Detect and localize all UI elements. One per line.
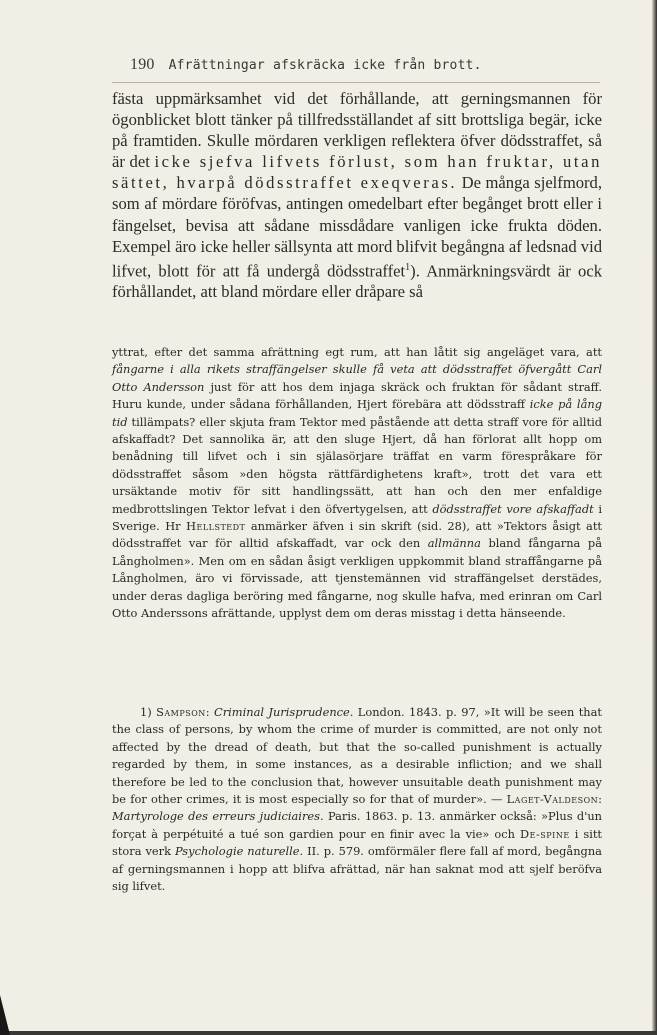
author-name: Hellstedt [186, 519, 246, 534]
body-sentence: ). Anmärkningsvärdt är ock förhållandet, att bland mördare eller dråpare så [112, 261, 602, 302]
footnote-text: anmärker äfven i sin skrift (sid. 28), att »Tektors åsigt att dödsstraffet var för alltid afskaffadt, var ock den [112, 519, 602, 551]
page-number: 190 [130, 56, 155, 73]
footnote-text: i Sverige. Hr [112, 501, 602, 534]
footnote-text: tillämpats? eller skjuta fram Tektor med påstående att detta straff vore för alltid afskaffadt? Det sannolika är, att den sluge Hjert, då han förlorat allt hopp om benådning till lifvet och i sin själasörjare träffat en varm förespråkare för dödsstraffet såsom »den högsta rättfärdighetens kraft», trott det vara ett ursäktande motiv för sitt handlingssätt, att han och den mer enfaldige medbrottslingen Tektor lefvat i den öfvertygelsen, att [112, 414, 602, 516]
footnote-text: : [205, 705, 214, 719]
page-bottom-edge [0, 1031, 657, 1035]
footnote-italic: icke på lång tid [112, 397, 602, 429]
footnote-italic: dödsstraffet vore afskaffadt [432, 501, 594, 516]
footnote-italic: allmänna [427, 536, 481, 551]
body-sentence: De många sjelfmord, som af mördare föröfvas, antingen omedelbart efter begånget brott eller i fängelset, bevisa att sådane missdådare vanligen icke frukta döden. Exempel äro icke heller sällsynta att mord blifvit begångna af ledsnad vid lifvet, blott för att få undergå dödsstraffet [112, 173, 602, 281]
footnote-ref: 1 [405, 261, 411, 273]
author-name: De-spine [519, 826, 570, 841]
footnote-text: just för att hos dem injaga skräck och fruktan för sådant straff. Huru kunde, under sådana förhållanden, Hjert förebära att dödsstraff [112, 379, 602, 412]
corner-scan-mark [0, 995, 10, 1035]
book-title: Martyrologe des erreurs judiciaires. [112, 809, 324, 824]
footnote-text: : [598, 792, 602, 807]
footnote-continuation [112, 344, 602, 623]
footnote-text: yttrat, efter det samma afrättning egt rum, att han låtit sig angeläget vara, att [112, 345, 602, 359]
footnote-text: London. 1843. p. 97, »It will be seen that the class of persons, by whom the crime of murder is committed, are not only not affected by the dread of death, but that the so-called punishment is actually regarded by them, in some instances, as a desirable infliction; and we shall therefore be led to the conclusion that, however unsuitable death punishment may be for other crimes, it is most especially so for that of murder». — [112, 705, 602, 807]
running-title: Afrättningar afskräcka icke från brott. [168, 58, 482, 73]
footnote-text: Paris. 1863. p. 13. anmärker också: »Plus d'un forçat à perpétuité a tué son gardien pour en finir avec la vie» och [112, 809, 602, 841]
footnote-1 [112, 704, 602, 895]
running-header [130, 56, 520, 74]
main-text [112, 88, 602, 302]
footnote-text: bland fångarna på Långholmen». Men om en sådan åsigt verkligen uppkommit bland straffångarne på Långholmen, äro vi förvissade, att tjenstemännen vid straffängelset derstädes, under deras dagliga beröring med fångarne, nog skulle hafva, med erinran om Carl Otto Anderssons afrättande, upplyst dem om deras misstag i detta hänseende. [112, 536, 602, 621]
body-sentence: fästa uppmärksamhet vid det förhållande, att gerningsmannen för ögonblicket blott tänker på tillfredsställandet af sitt brottsliga begär, icke på framtiden. Skulle mördaren verkligen reflektera öfver dödsstraffet, så är det [112, 89, 602, 172]
book-title: Criminal Jurisprudence. [214, 705, 354, 719]
emphasized-phrase: icke sjefva lifvets förlust, som han fruktar, utan sättet, hvarpå dödsstraffet exeqveras. [112, 152, 602, 193]
header-rule [112, 82, 600, 83]
book-title: Psychologie naturelle. [174, 844, 304, 859]
footnote-paragraph [112, 344, 602, 623]
footnote-italic: fångarne i alla rikets straffängelser skulle få veta att dödsstraffet öfvergått Carl Otto Andersson [112, 362, 602, 394]
author-name: Sampson [156, 705, 206, 719]
footnote-text: II. p. 579. omförmäler flere fall af mord, begångna af gerningsmannen i hopp att blifva afrättad, när han saknat mod att sjelf beröfva sig lifvet. [112, 844, 602, 894]
footnote-paragraph [112, 704, 602, 895]
footnote-label: 1) [140, 705, 157, 719]
author-name: Laget-Valdeson [506, 792, 599, 807]
body-paragraph [112, 88, 602, 302]
footnote-text: i sitt stora verk [112, 826, 603, 859]
page-edge-shadow [652, 0, 657, 1035]
